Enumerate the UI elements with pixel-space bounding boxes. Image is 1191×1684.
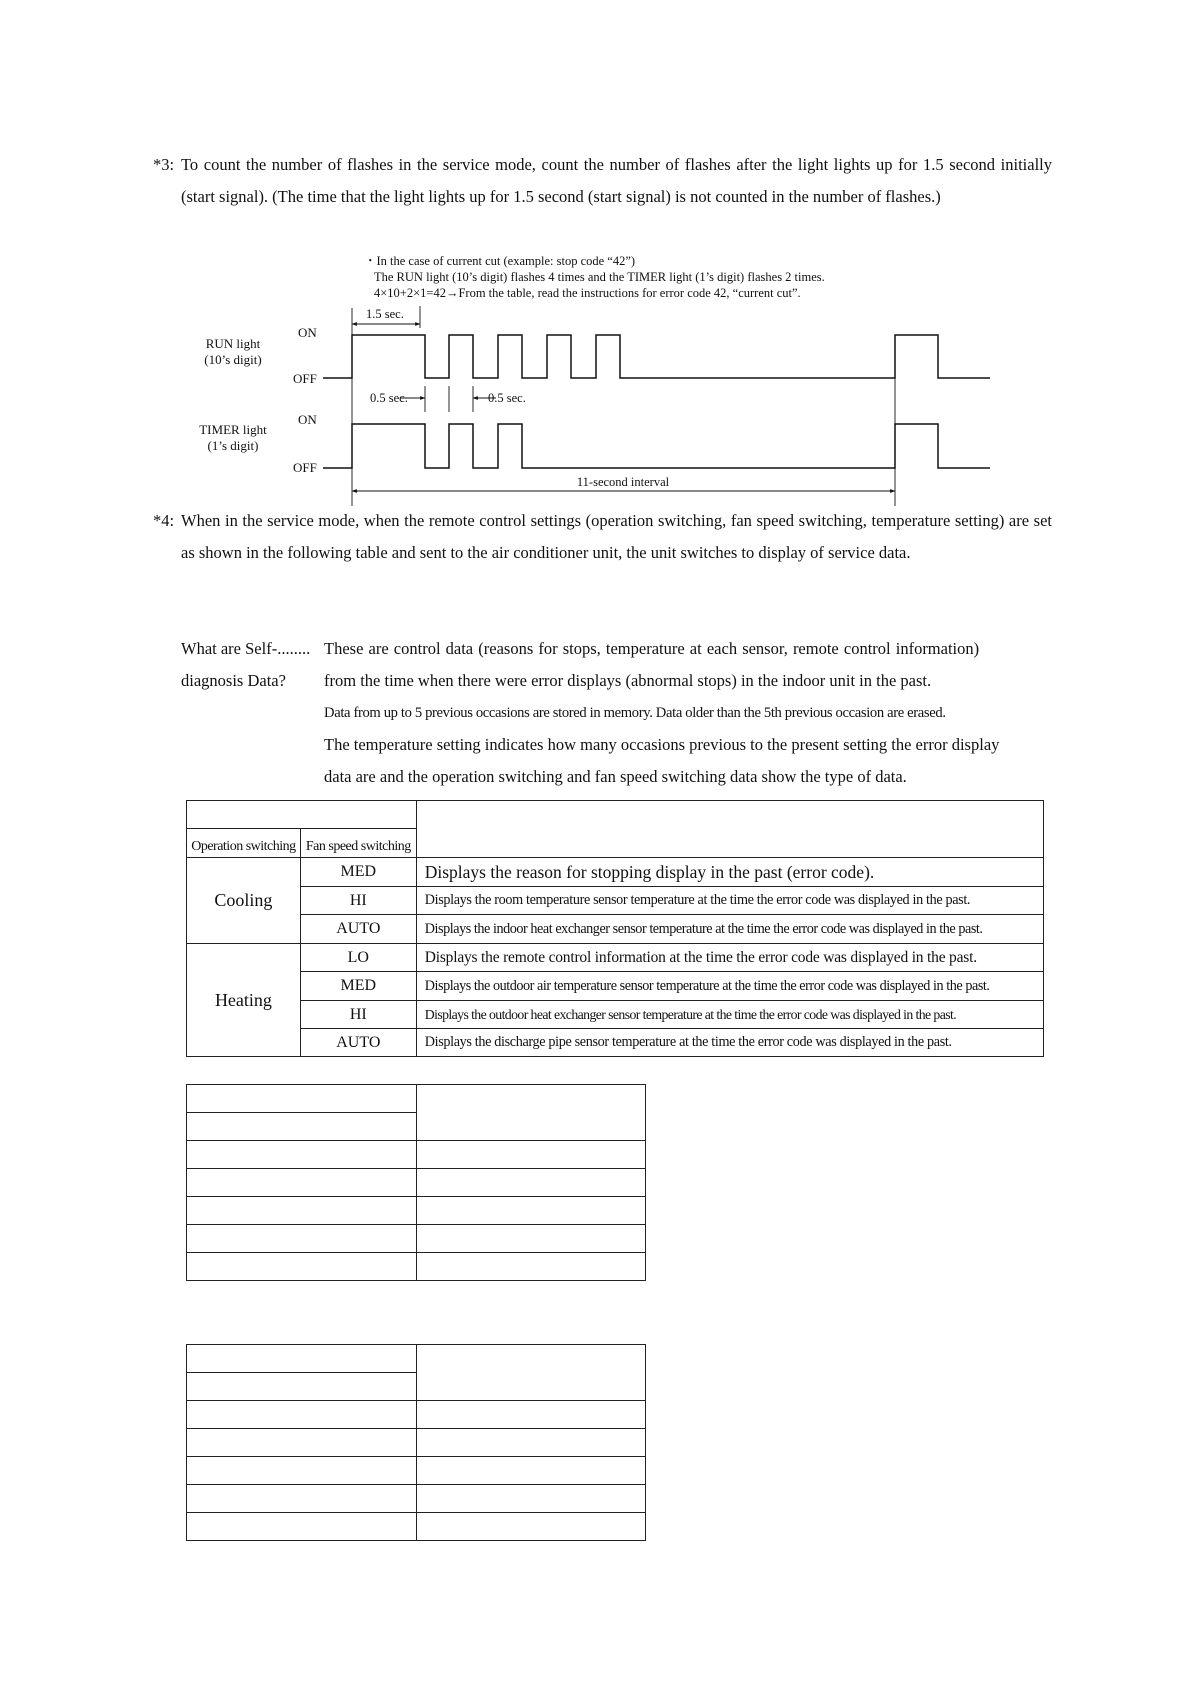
description-cell: Displays the reason for stopping display in the past (error code).	[416, 858, 1043, 887]
pulse-on-duration: 0.5 sec.	[370, 391, 408, 405]
description-cell: Displays the discharge pipe sensor temperature at the time the error code was displayed in the past.	[416, 1029, 1043, 1057]
blank-cell	[187, 1457, 417, 1485]
fan-speed-cell: HI	[300, 1001, 416, 1029]
description-cell: Displays the outdoor heat exchanger sensor temperature at the time the error code was displayed in the past.	[416, 1001, 1043, 1029]
self-diagnosis-line-5: data are and the operation switching and fan speed switching data show the type of data.	[324, 767, 907, 786]
blank-cell	[416, 1197, 646, 1225]
interval-label: 11-second interval	[576, 475, 670, 489]
fan-speed-cell: AUTO	[300, 1029, 416, 1057]
note-4	[153, 505, 1052, 569]
blank-cell	[416, 1253, 646, 1281]
run-light-waveform	[323, 335, 990, 378]
self-diagnosis-definition	[324, 633, 1054, 793]
blank-cell	[416, 1169, 646, 1197]
blank-cell	[416, 1141, 646, 1169]
blank-table-1	[186, 1084, 646, 1281]
run-light-label: RUN light	[205, 336, 261, 351]
blank-cell	[187, 1401, 417, 1429]
self-diagnosis-term-2: diagnosis Data?	[181, 671, 286, 690]
run-on-label: ON	[298, 325, 317, 340]
blank-cell	[187, 1085, 417, 1113]
blank-cell	[187, 1113, 417, 1141]
blank-cell	[416, 1401, 646, 1429]
pulse-off-duration: 0.5 sec.	[488, 391, 526, 405]
self-diagnosis-term-1: What are Self-........	[181, 639, 311, 658]
blank-cell	[416, 1345, 646, 1401]
blank-cell	[187, 1197, 417, 1225]
service-data-table	[186, 800, 1044, 1057]
timer-on-label: ON	[298, 412, 317, 427]
blank-cell	[416, 1485, 646, 1513]
self-diagnosis-line-4: The temperature setting indicates how many occasions previous to the present setting the error display	[324, 735, 1000, 754]
self-diagnosis-line-1: These are control data (reasons for stops, temperature at each sensor, remote control information)	[324, 639, 980, 658]
note-4-text: When in the service mode, when the remote control settings (operation switching, fan speed switching, temperature setting) are set as shown in the following table and sent to the air conditioner unit, the unit switches to display of service data.	[181, 511, 1052, 562]
blank-cell	[416, 1457, 646, 1485]
header-operation-switching: Operation switching	[187, 829, 301, 858]
timer-light-waveform	[323, 424, 990, 468]
note-3-label: *3:	[153, 155, 175, 174]
description-cell: Displays the room temperature sensor temperature at the time the error code was displayed in the past.	[416, 887, 1043, 915]
description-cell: Displays the remote control information at the time the error code was displayed in the past.	[416, 944, 1043, 972]
fan-speed-cell: MED	[300, 972, 416, 1001]
blank-cell	[187, 1429, 417, 1457]
diagram-example-title: ・In the case of current cut (example: stop code “42”)	[364, 254, 636, 268]
note-3	[153, 149, 1052, 213]
blank-cell	[187, 1373, 417, 1401]
self-diagnosis-line-2: from the time when there were error displays (abnormal stops) in the indoor unit in the past.	[324, 671, 932, 690]
self-diagnosis-line-3: Data from up to 5 previous occasions are stored in memory. Data older than the 5th previous occasion are erased.	[324, 705, 946, 721]
timer-digit-label: (1’s digit)	[207, 438, 259, 453]
blank-cell	[416, 1513, 646, 1541]
blank-cell	[187, 1141, 417, 1169]
blank-cell	[416, 1429, 646, 1457]
fan-speed-cell: HI	[300, 887, 416, 915]
blank-cell	[416, 1085, 646, 1141]
blank-cell	[187, 1225, 417, 1253]
run-digit-label: (10’s digit)	[204, 352, 262, 367]
blank-cell	[187, 1485, 417, 1513]
table-header-desc-blank	[416, 801, 1043, 858]
start-signal-duration: 1.5 sec.	[366, 307, 404, 321]
timer-light-label: TIMER light	[199, 422, 267, 437]
mode-cooling: Cooling	[187, 858, 301, 944]
blank-cell	[187, 1169, 417, 1197]
fan-speed-cell: MED	[300, 858, 416, 887]
blank-cell	[187, 1345, 417, 1373]
diagram-example-line-2: The RUN light (10’s digit) flashes 4 times and the TIMER light (1’s digit) flashes 2 times.	[374, 270, 825, 284]
table-header-blank	[187, 801, 417, 829]
flash-timing-diagram	[0, 300, 1191, 530]
blank-cell	[187, 1513, 417, 1541]
diagram-example-line-3: 4×10+2×1=42→From the table, read the instructions for error code 42, “current cut”.	[374, 286, 801, 300]
blank-cell	[187, 1253, 417, 1281]
header-fan-speed-switching: Fan speed switching	[300, 829, 416, 858]
run-off-label: OFF	[293, 371, 317, 386]
description-cell: Displays the outdoor air temperature sensor temperature at the time the error code was displayed in the past.	[416, 972, 1043, 1001]
blank-table-2	[186, 1344, 646, 1541]
timer-off-label: OFF	[293, 460, 317, 475]
note-4-label: *4:	[153, 511, 175, 530]
blank-cell	[416, 1225, 646, 1253]
fan-speed-cell: AUTO	[300, 915, 416, 944]
note-3-text: To count the number of flashes in the service mode, count the number of flashes after the light lights up for 1.5 second initially (start signal). (The time that the light lights up for 1.5 second (start signal) is not counted in the number of flashes.)	[181, 155, 1052, 206]
mode-heating: Heating	[187, 944, 301, 1057]
fan-speed-cell: LO	[300, 944, 416, 972]
description-cell: Displays the indoor heat exchanger sensor temperature at the time the error code was displayed in the past.	[416, 915, 1043, 944]
